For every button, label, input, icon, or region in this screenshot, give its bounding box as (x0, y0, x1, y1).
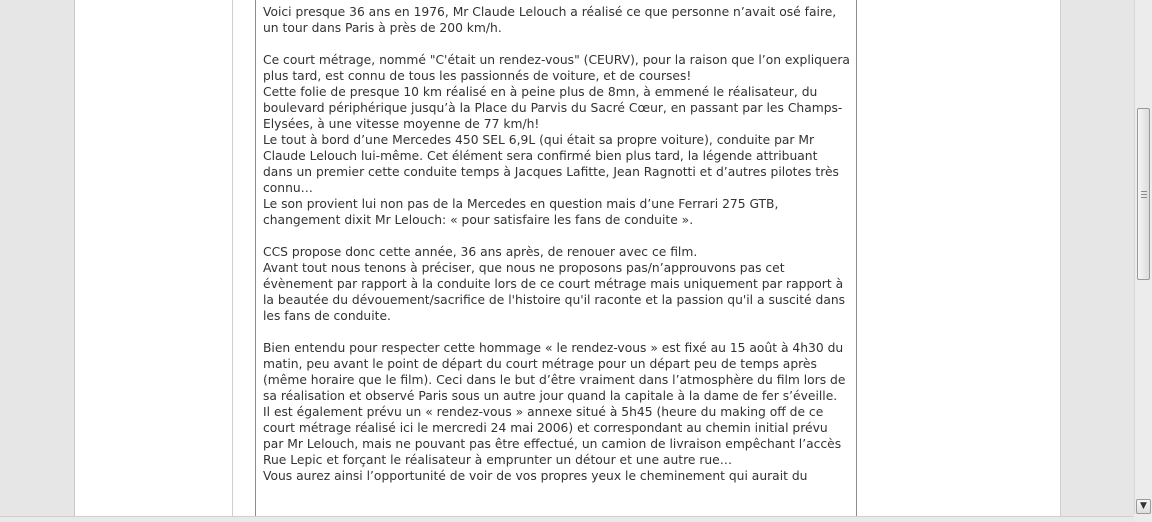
right-sidebar-column (858, 0, 1061, 522)
right-page-gutter (1061, 0, 1134, 522)
post-paragraph-rendezvous: Bien entendu pour respecter cette hommage « le rendez-vous » est fixé au 15 août à 4h30 du matin, peu avant le point de départ du court métrage pour un départ peu de temps après (même horaire que le film). Ceci dans le but d’être vraiment dans l’atmosphère du film lors de sa réalisation et observé Paris sous un autre jour quand la capitale à la dame de fer s’éveille. Il est également prévu un « rendez-vous » annexe situé à 5h45 (heure du making off de ce court métrage réalisé ici le mercredi 24 mai 2006) et correspondant au chemin initial prévu par Mr Lelouch, mais ne pouvant pas être effectué, un camion de livraison empêchant l’accès Rue Lepic et forçant le réalisateur à emprunter un détour et une autre rue… Vous aurez ainsi l’opportunité de voir de vos propres yeux le cheminement qui aurait du (263, 341, 846, 483)
vertical-scrollbar[interactable] (1134, 0, 1152, 522)
scroll-down-button[interactable] (1136, 499, 1151, 514)
post-content-box (255, 0, 857, 522)
post-paragraph-history: Ce court métrage, nommé "C'était un rendez-vous" (CEURV), pour la raison que l’on expliquera plus tard, est connu de tous les passionnés de voiture, et de courses! Cette folie de presque 10 km réalisé en à peine plus de 8mn, à emmené le réalisateur, du boulevard périphérique jusqu’à la Place du Parvis du Sacré Cœur, en passant par les Champs-Elysées, à une vitesse moyenne de 77 km/h! Le tout à bord d’une Mercedes 450 SEL 6,9L (qui était sa propre voiture), conduite par Mr Claude Lelouch lui-même. Cet élément sera confirmé bien plus tard, la légende attribuant dans un premier cette conduite temps à Jacques Lafitte, Jean Ragnotti et d’autres pilotes très connu… Le son provient lui non pas de la Mercedes en question mais d’une Ferrari 275 GTB, changement dixit Mr Lelouch: « pour satisfaire les fans de conduite ». (263, 53, 850, 227)
post-paragraph-intro: Voici presque 36 ans en 1976, Mr Claude Lelouch a réalisé ce que personne n’avait osé faire, un tour dans Paris à près de 200 km/h. (263, 5, 837, 35)
horizontal-scroll-track (0, 516, 1134, 522)
chevron-down-icon: ▼ (1140, 501, 1147, 511)
grip-lines-icon (1141, 191, 1147, 198)
post-body (256, 0, 856, 484)
scrollbar-thumb[interactable] (1137, 108, 1150, 280)
left-page-gutter (0, 0, 75, 522)
scrollbar-corner (1134, 514, 1152, 522)
post-paragraph-ccs: CCS propose donc cette année, 36 ans après, de renouer avec ce film. Avant tout nous tenons à préciser, que nous ne proposons pas/n’approuvons pas cet évènement par rapport à la conduite lors de ce court métrage mais uniquement par rapport à la beautée du dévouement/sacrifice de l'histoire qu'il raconte et la passion qu'il a suscité dans les fans de conduite. (263, 245, 846, 323)
left-sidebar-column (75, 0, 233, 522)
